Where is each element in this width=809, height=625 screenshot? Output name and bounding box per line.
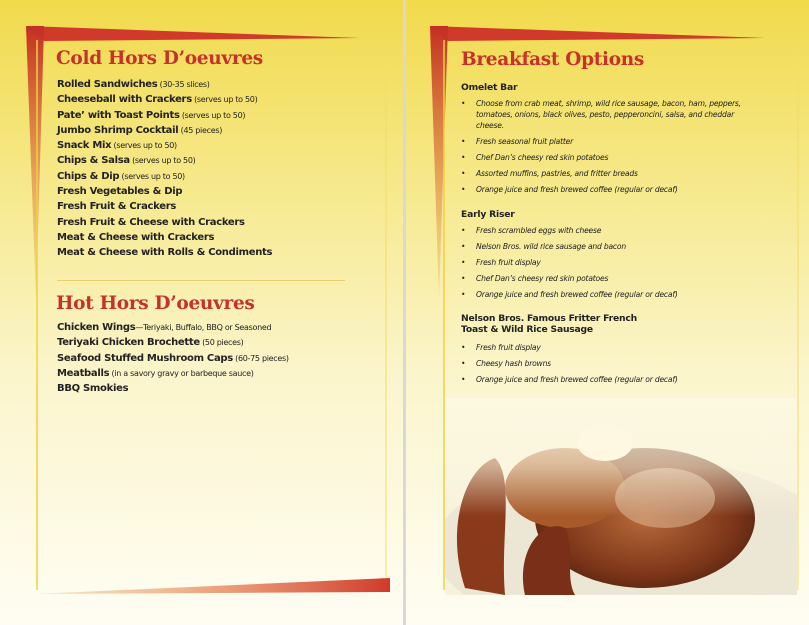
menu-item-name: BBQ Smokies: [57, 383, 129, 395]
menu-item-name: Chips & Salsa: [57, 155, 130, 167]
breakfast-bullet: • Choose from crab meat, shrimp, wild rice sausage, bacon, ham, peppers, tomatoes, onions, black olives, pesto, pepperoncini, salsa, and cheddar cheese.: [461, 98, 741, 131]
menu-item: [57, 77, 272, 92]
breakfast-bullet: • Fresh fruit display: [461, 257, 741, 268]
menu-item-note: (in a savory gravy or barbeque sauce): [109, 368, 254, 378]
breakfast-bullet: • Nelson Bros. wild rice sausage and bacon: [461, 241, 741, 252]
hot-hors-doeuvres-heading: Hot Hors D’oeuvres: [56, 293, 255, 314]
breakfast-section-title: Early Riser: [461, 209, 515, 220]
breakfast-bullet: • Chef Dan’s cheesy red skin potatoes: [461, 152, 741, 163]
left-page: [0, 0, 403, 625]
menu-item-name: Fresh Vegetables & Dip: [57, 186, 183, 198]
menu-item-name: Rolled Sandwiches: [57, 79, 158, 90]
cold-menu-list: [57, 77, 272, 261]
breakfast-bullet: • Cheesy hash browns: [461, 358, 741, 369]
menu-item-name: Chips & Dip: [57, 170, 120, 182]
breakfast-bullet: • Fresh scrambled eggs with cheese: [461, 225, 741, 236]
menu-item: [57, 230, 272, 245]
right-page: [406, 0, 809, 625]
breakfast-bullet: • Orange juice and fresh brewed coffee (regular or decaf): [461, 184, 741, 195]
menu-item-name: Meat & Cheese with Rolls & Condiments: [57, 247, 273, 259]
menu-item-note: (serves up to 50): [129, 156, 196, 166]
menu-item-name: Snack Mix: [57, 140, 112, 152]
menu-item-name: Meatballs: [57, 367, 110, 379]
menu-item-note: (serves up to 50): [119, 171, 185, 181]
menu-item-note: (30-35 slices): [157, 80, 210, 89]
menu-item: [57, 184, 272, 199]
breakfast-section-title: Omelet Bar: [461, 82, 518, 93]
breakfast-bullet-list: [461, 225, 741, 305]
cold-hors-doeuvres-heading: Cold Hors D’oeuvres: [56, 48, 263, 69]
menu-item-note: (45 pieces): [178, 125, 223, 135]
menu-item: [57, 366, 289, 381]
breakfast-bullet-list: [461, 98, 741, 200]
menu-item-name: Fresh Fruit & Cheese with Crackers: [57, 216, 245, 228]
breakfast-bullet: • Orange juice and fresh brewed coffee (regular or decaf): [461, 374, 741, 385]
menu-item-note: (60-75 pieces): [232, 353, 289, 363]
menu-item-name: Fresh Fruit & Crackers: [57, 201, 176, 213]
breakfast-options-heading: Breakfast Options: [461, 49, 645, 70]
menu-item-note: (serves up to 50): [179, 110, 246, 120]
breakfast-bullet: • Fresh fruit display: [461, 342, 741, 353]
menu-item: [57, 245, 272, 260]
menu-item-name: Meat & Cheese with Crackers: [57, 231, 215, 243]
hot-menu-list: [57, 320, 289, 396]
menu-item-note: (serves up to 50): [111, 141, 177, 151]
section-divider: [57, 280, 345, 281]
breakfast-section-title: Nelson Bros. Famous Fritter French Toast & Wild Rice Sausage: [461, 313, 637, 335]
menu-item: [57, 199, 272, 214]
breakfast-bullet-list: [461, 342, 741, 390]
breakfast-bullet: • Orange juice and fresh brewed coffee (regular or decaf): [461, 289, 741, 300]
menu-item-name: Cheeseball with Crackers: [57, 94, 192, 106]
menu-item-note: (serves up to 50): [191, 95, 258, 105]
food-image: [445, 398, 797, 595]
breakfast-bullet: • Fresh seasonal fruit platter: [461, 136, 741, 147]
french-toast-photo: [445, 398, 797, 595]
breakfast-bullet: • Chef Dan’s cheesy red skin potatoes: [461, 273, 741, 284]
menu-item-note: —Teriyaki, Buffalo, BBQ or Seasoned: [135, 323, 272, 332]
menu-item: [57, 381, 289, 396]
menu-item: [57, 138, 272, 153]
menu-item-name: Jumbo Shrimp Cocktail: [57, 124, 179, 136]
menu-item-name: Teriyaki Chicken Brochette: [57, 337, 200, 349]
menu-item: [57, 335, 289, 350]
breakfast-bullet: • Assorted muffins, pastries, and fritter breads: [461, 168, 741, 179]
menu-item-name: Pate’ with Toast Points: [57, 109, 180, 121]
menu-item: [57, 108, 272, 123]
menu-item: [57, 123, 272, 138]
menu-item-name: Seafood Stuffed Mushroom Caps: [57, 352, 233, 364]
menu-item: [57, 351, 289, 366]
menu-item-name: Chicken Wings: [57, 322, 136, 333]
menu-item: [57, 215, 272, 230]
menu-item-note: (50 pieces): [199, 338, 244, 348]
menu-item: [57, 320, 289, 335]
menu-item: [57, 92, 272, 107]
menu-item: [57, 169, 272, 184]
menu-item: [57, 153, 272, 168]
